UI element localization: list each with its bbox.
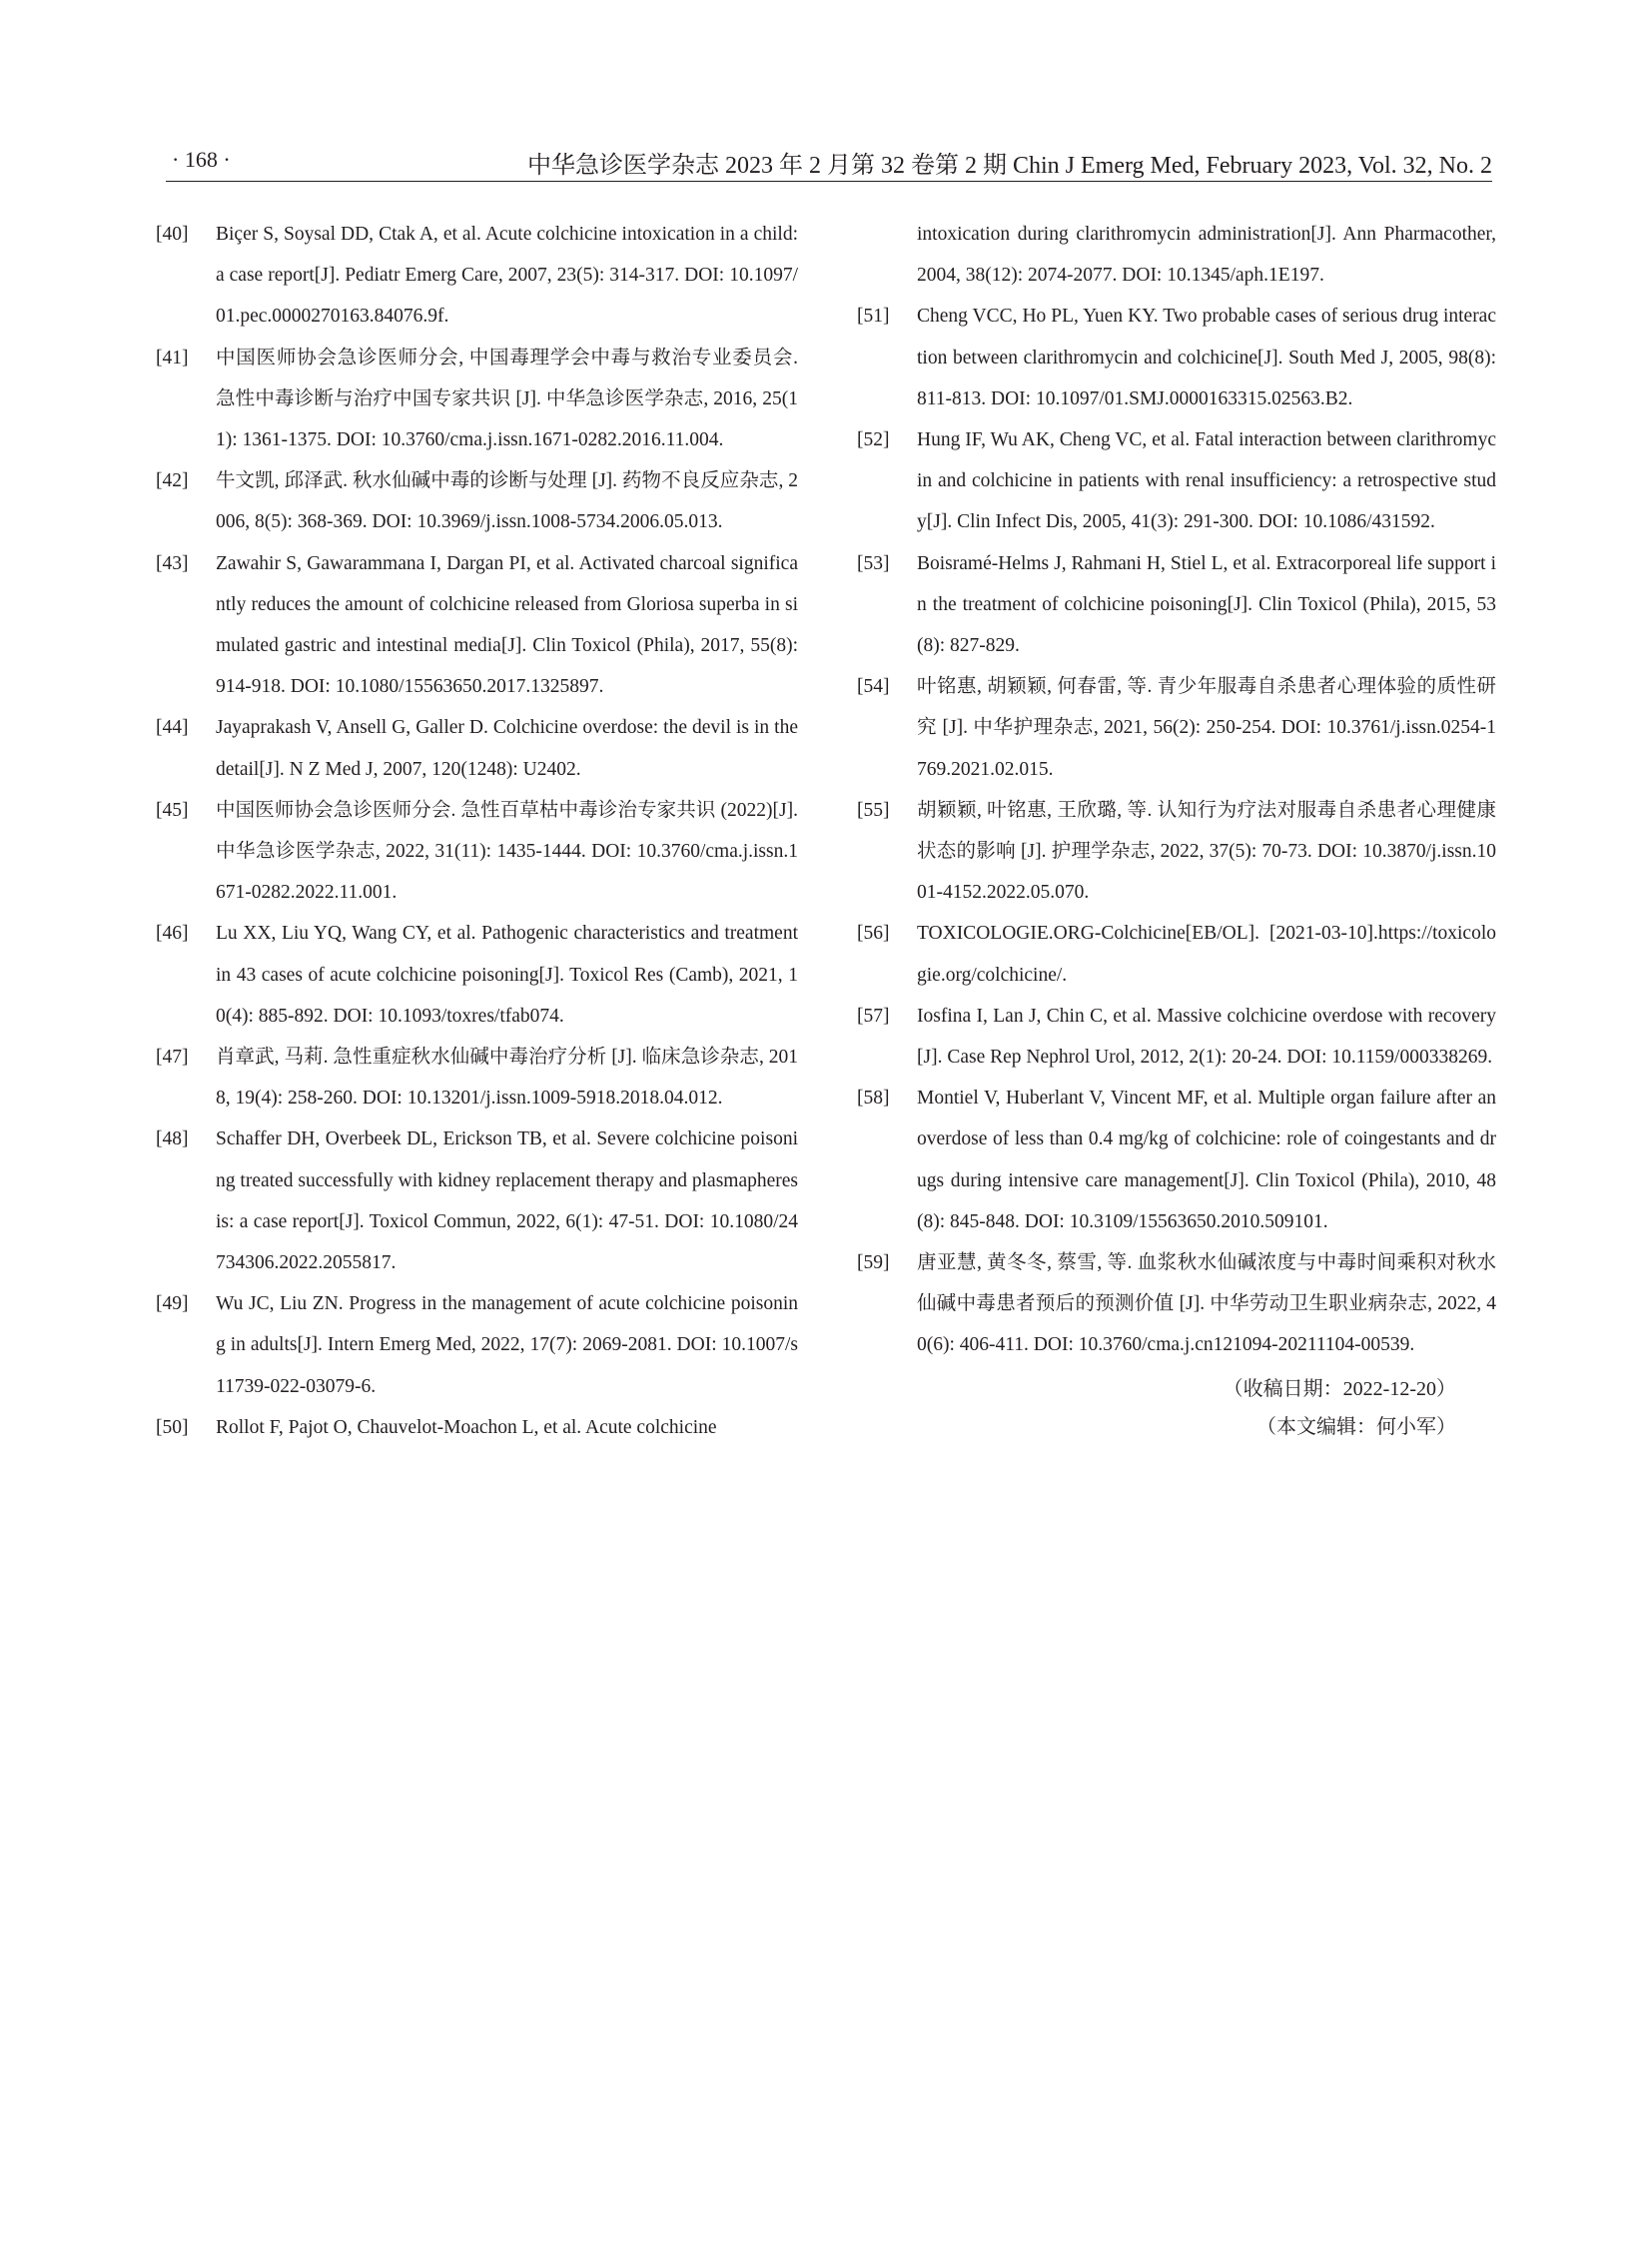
reference-number: [48] (156, 1128, 189, 1150)
reference-number: [41] (156, 347, 189, 369)
reference-item (857, 996, 1496, 1078)
reference-text: intoxication during clarithromycin administration[J]. Ann Pharmacother, 2004, 38(12): 2074-2077. DOI: 10.1345/aph.1E197. (917, 224, 1496, 287)
reference-text: Boisramé-Helms J, Rahmani H, Stiel L, et al. Extracorporeal life support in the treatment of colchicine poisoning[J]. Clin Toxicol (Phila), 2015, 53(8): 827-829. (917, 552, 1496, 657)
reference-item (857, 1078, 1496, 1242)
reference-text: TOXICOLOGIE.ORG-Colchicine[EB/OL]. [2021-03-10].https://toxicologie.org/colchicine/. (917, 923, 1496, 986)
reference-text: Jayaprakash V, Ansell G, Galler D. Colchicine overdose: the devil is in the detail[J]. N Z Med J, 2007, 120(1248): U2402. (216, 717, 798, 780)
reference-text: Rollot F, Pajot O, Chauvelot-Moachon L, et al. Acute colchicine (216, 1416, 717, 1438)
reference-item (857, 1242, 1496, 1366)
reference-item (156, 913, 798, 1037)
reference-number: [54] (857, 676, 890, 698)
reference-column-right (857, 214, 1496, 1446)
reference-number: [45] (156, 799, 189, 821)
reference-item (857, 666, 1496, 790)
reference-item (156, 338, 798, 461)
page-header (166, 145, 1492, 182)
reference-number: [55] (857, 799, 890, 821)
reference-text: Wu JC, Liu ZN. Progress in the management of acute colchicine poisoning in adults[J]. Intern Emerg Med, 2022, 17(7): 2069-2081. DOI: 10.1007/s11739-022-03079-6. (216, 1293, 798, 1397)
reference-text: Schaffer DH, Overbeek DL, Erickson TB, et al. Severe colchicine poisoning treated successfully with kidney replacement therapy and plasmapheresis: a case report[J]. Toxicol Commun, 2022, 6(1): 47-51. DOI: 10.1080/24734306.2022.2055817. (216, 1128, 798, 1274)
reference-number: [57] (857, 1005, 890, 1027)
reference-item (857, 296, 1496, 419)
reference-number: [47] (156, 1047, 189, 1069)
reference-number: [46] (156, 923, 189, 945)
reference-item (857, 543, 1496, 667)
reference-text: 中国医师协会急诊医师分会, 中国毒理学会中毒与救治专业委员会. 急性中毒诊断与治疗中国专家共识 [J]. 中华急诊医学杂志, 2016, 25(11): 1361-1375. DOI: 10.3760/cma.j.issn.1671-0282.2016.11.004. (216, 347, 798, 451)
reference-column-left (156, 214, 798, 1448)
reference-item (857, 913, 1496, 995)
reference-item (156, 707, 798, 789)
reference-item (156, 1283, 798, 1407)
reference-number: [50] (156, 1416, 189, 1438)
editor-note: （本文编辑：何小军） (1256, 1415, 1456, 1438)
reference-continuation (857, 214, 1496, 296)
reference-text: Hung IF, Wu AK, Cheng VC, et al. Fatal interaction between clarithromycin and colchicine in patients with renal insufficiency: a retrospective study[J]. Clin Infect Dis, 2005, 41(3): 291-300. DOI: 10.1086/431592. (917, 429, 1496, 533)
received-date: （收稿日期：2022-12-20） (1223, 1377, 1456, 1400)
reference-text: 肖章武, 马莉. 急性重症秋水仙碱中毒治疗分析 [J]. 临床急诊杂志, 2018, 19(4): 258-260. DOI: 10.13201/j.issn.1009-5918.2018.04.012. (216, 1047, 798, 1110)
reference-text: 牛文凯, 邱泽武. 秋水仙碱中毒的诊断与处理 [J]. 药物不良反应杂志, 2006, 8(5): 368-369. DOI: 10.3969/j.issn.1008-5734.2006.05.013. (216, 470, 798, 533)
reference-item (156, 543, 798, 708)
reference-item (156, 460, 798, 542)
reference-text: 叶铭惠, 胡颖颖, 何春雷, 等. 青少年服毒自杀患者心理体验的质性研究 [J]. 中华护理杂志, 2021, 56(2): 250-254. DOI: 10.3761/j.issn.0254-1769.2021.02.015. (917, 676, 1496, 780)
reference-number: [44] (156, 717, 189, 739)
reference-number: [56] (857, 923, 890, 945)
reference-number: [42] (156, 470, 189, 492)
reference-text: 中国医师协会急诊医师分会. 急性百草枯中毒诊治专家共识 (2022)[J]. 中华急诊医学杂志, 2022, 31(11): 1435-1444. DOI: 10.3760/cma.j.issn.1671-0282.2022.11.001. (216, 799, 798, 904)
reference-text: Iosfina I, Lan J, Chin C, et al. Massive colchicine overdose with recovery[J]. Case Rep Nephrol Urol, 2012, 2(1): 20-24. DOI: 10.1159/000338269. (917, 1005, 1496, 1069)
reference-text: Montiel V, Huberlant V, Vincent MF, et al. Multiple organ failure after an overdose of less than 0.4 mg/kg of colchicine: role of coingestants and drugs during intensive care management[J]. Clin Toxicol (Phila), 2010, 48(8): 845-848. DOI: 10.3109/15563650.2010.509101. (917, 1088, 1496, 1232)
reference-item (156, 1037, 798, 1119)
reference-number: [52] (857, 429, 890, 451)
reference-text: 胡颖颖, 叶铭惠, 王欣璐, 等. 认知行为疗法对服毒自杀患者心理健康状态的影响 [J]. 护理学杂志, 2022, 37(5): 70-73. DOI: 10.3870/j.issn.1001-4152.2022.05.070. (917, 799, 1496, 904)
reference-item (857, 419, 1496, 543)
reference-text: Cheng VCC, Ho PL, Yuen KY. Two probable cases of serious drug interaction between clarithromycin and colchicine[J]. South Med J, 2005, 98(8): 811-813. DOI: 10.1097/01.SMJ.0000163315.02563.B2. (917, 306, 1496, 409)
journal-running-title: 中华急诊医学杂志 2023 年 2 月第 32 卷第 2 期 Chin J Emerg Med, February 2023, Vol. 32, No. 2 (527, 153, 1492, 179)
reference-number: [43] (156, 552, 189, 574)
reference-item (156, 790, 798, 914)
reference-number: [40] (156, 224, 189, 245)
reference-text: Lu XX, Liu YQ, Wang CY, et al. Pathogenic characteristics and treatment in 43 cases of acute colchicine poisoning[J]. Toxicol Res (Camb), 2021, 10(4): 885-892. DOI: 10.1093/toxres/tfab074. (216, 923, 798, 1027)
reference-item (857, 790, 1496, 914)
reference-number: [58] (857, 1088, 890, 1110)
reference-number: [49] (156, 1293, 189, 1315)
page-number: · 168 · (172, 147, 231, 172)
reference-text: 唐亚慧, 黄冬冬, 蔡雪, 等. 血浆秋水仙碱浓度与中毒时间乘积对秋水仙碱中毒患者预后的预测价值 [J]. 中华劳动卫生职业病杂志, 2022, 40(6): 406-411. DOI: 10.3760/cma.j.cn121094-20211104-00539. (917, 1252, 1496, 1356)
reference-item (156, 1119, 798, 1283)
reference-item (156, 1407, 798, 1448)
reference-number: [53] (857, 552, 890, 574)
reference-item (156, 214, 798, 338)
reference-number: [59] (857, 1252, 890, 1274)
reference-number: [51] (857, 306, 890, 328)
reference-text: Biçer S, Soysal DD, Ctak A, et al. Acute colchicine intoxication in a child: a case report[J]. Pediatr Emerg Care, 2007, 23(5): 314-317. DOI: 10.1097/01.pec.0000270163.84076.9f. (216, 224, 798, 328)
reference-text: Zawahir S, Gawarammana I, Dargan PI, et al. Activated charcoal significantly reduces the amount of colchicine released from Gloriosa superba in simulated gastric and intestinal media[J]. Clin Toxicol (Phila), 2017, 55(8): 914-918. DOI: 10.1080/15563650.2017.1325897. (216, 552, 798, 698)
